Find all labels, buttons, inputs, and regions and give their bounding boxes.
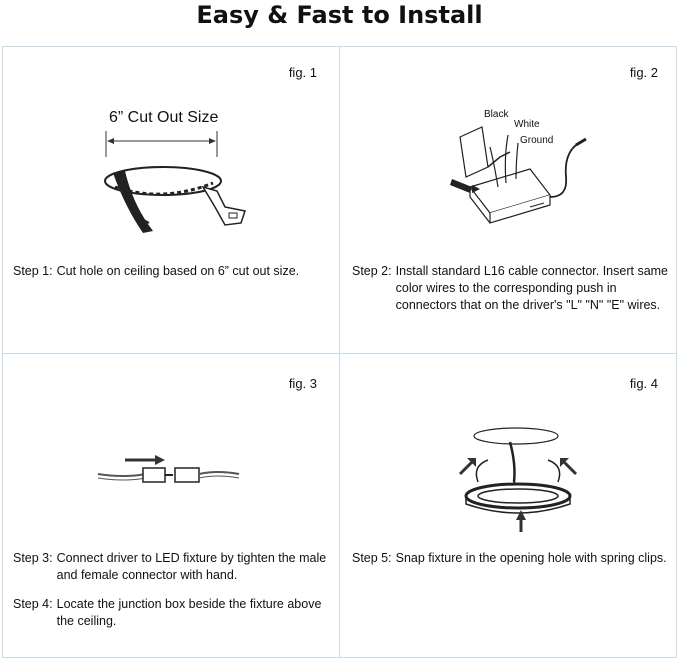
step-4 bbox=[13, 596, 333, 630]
cut-hole-illustration bbox=[3, 47, 341, 247]
step-text: Connect driver to LED fixture by tighten the male and female connector with hand. bbox=[56, 551, 327, 582]
step-label: Step 3: bbox=[13, 551, 53, 565]
snap-fixture-illustration bbox=[340, 354, 678, 554]
panel-fig-4 bbox=[339, 353, 677, 658]
wire-label-black: Black bbox=[484, 109, 509, 120]
wire-label-ground: Ground bbox=[520, 135, 554, 146]
page-title: Easy & Fast to Install bbox=[196, 1, 483, 29]
step-text: Snap fixture in the opening hole with spring clips. bbox=[395, 551, 667, 565]
panel-fig-3 bbox=[2, 353, 340, 658]
step-label: Step 5: bbox=[352, 551, 392, 565]
fig-label: fig. 3 bbox=[288, 376, 317, 391]
step-2 bbox=[352, 263, 668, 314]
panel-fig-2 bbox=[339, 46, 677, 354]
panel-fig-1 bbox=[2, 46, 340, 354]
step-1 bbox=[13, 263, 323, 280]
fig-label: fig. 4 bbox=[629, 376, 658, 391]
step-5 bbox=[352, 550, 668, 567]
step-label: Step 4: bbox=[13, 597, 53, 611]
step-label: Step 1: bbox=[13, 264, 53, 278]
step-label: Step 2: bbox=[352, 264, 392, 278]
step-text: Cut hole on ceiling based on 6” cut out size. bbox=[56, 264, 300, 278]
fig-label: fig. 2 bbox=[629, 65, 658, 80]
wiring-illustration bbox=[340, 47, 678, 247]
cut-out-size-label: 6” Cut Out Size bbox=[109, 109, 219, 126]
step-text: Locate the junction box beside the fixture above the ceiling. bbox=[56, 597, 322, 628]
connector-illustration bbox=[3, 354, 341, 514]
fig-label: fig. 1 bbox=[288, 65, 317, 80]
step-3 bbox=[13, 550, 333, 584]
wire-label-white: White bbox=[514, 119, 540, 130]
step-text: Install standard L16 cable connector. Insert same color wires to the corresponding push in connectors that on the driver's "L" "N" "E" wires. bbox=[395, 264, 669, 312]
